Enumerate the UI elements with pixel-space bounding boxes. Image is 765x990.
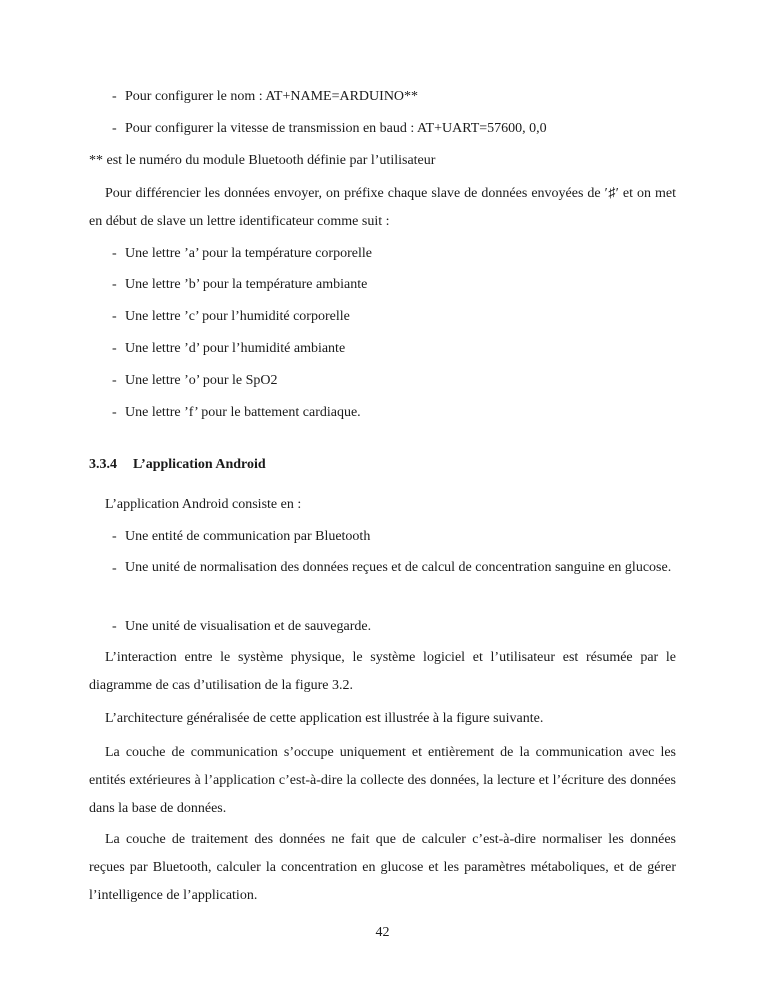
paragraph: La couche de traitement des données ne fait que de calculer c’est-à-dire normaliser les données reçues par Bluetooth, calculer la concentration en glucose et les paramètres métaboliques, et de gérer l’intelligence de l’application. (89, 832, 676, 903)
letter-item: Une lettre ’c’ pour l’humidité corporelle (125, 309, 350, 324)
app-item: Une entité de communication par Bluetooth (125, 529, 371, 544)
section-heading (89, 457, 266, 473)
app-item: Une unité de visualisation et de sauvegarde. (125, 619, 372, 634)
paragraph: L’interaction entre le système physique, le système logiciel et l’utilisateur est résumée par le diagramme de cas d’utilisation de la figure 3.2. (89, 650, 676, 693)
list-dash: - (112, 529, 117, 544)
app-intro: L’application Android consiste en : (105, 497, 302, 512)
section-title: L’application Android (133, 457, 266, 472)
list-dash: - (112, 405, 117, 420)
list-dash: - (112, 561, 117, 576)
paragraph: La couche de communication s’occupe uniquement et entièrement de la communication avec les entités extérieures à l’application c’est-à-dire la collecte des données, la lecture et l’écriture des données dans la base de données. (89, 745, 676, 816)
list-dash: - (112, 121, 117, 136)
letter-item: Une lettre ’o’ pour le SpO2 (125, 373, 278, 388)
letter-item: Une lettre ’f’ pour le battement cardiaque. (125, 405, 361, 420)
section-number: 3.3.4 (89, 457, 117, 472)
letter-item: Une lettre ’a’ pour la température corporelle (125, 246, 372, 261)
list-dash: - (112, 89, 117, 104)
config-item-name: Pour configurer le nom : AT+NAME=ARDUINO** (125, 89, 419, 104)
page-number: 42 (375, 925, 390, 940)
prefix-paragraph: Pour différencier les données envoyer, on préfixe chaque slave de données envoyées de ′♯′ et on met en début de slave un lettre identificateur comme suit : (89, 186, 676, 229)
footnote-text: ** est le numéro du module Bluetooth définie par l’utilisateur (89, 153, 436, 168)
letter-item: Une lettre ’b’ pour la température ambiante (125, 277, 368, 292)
list-dash: - (112, 373, 117, 388)
paragraph: L’architecture généralisée de cette application est illustrée à la figure suivante. (105, 711, 544, 726)
app-item: Une unité de normalisation des données reçues et de calcul de concentration sanguine en glucose. (125, 560, 672, 575)
config-item-baud: Pour configurer la vitesse de transmission en baud : AT+UART=57600, 0,0 (125, 121, 547, 136)
list-dash: - (112, 619, 117, 634)
list-dash: - (112, 309, 117, 324)
list-dash: - (112, 341, 117, 356)
letter-item: Une lettre ’d’ pour l’humidité ambiante (125, 341, 346, 356)
list-dash: - (112, 277, 117, 292)
list-dash: - (112, 246, 117, 261)
